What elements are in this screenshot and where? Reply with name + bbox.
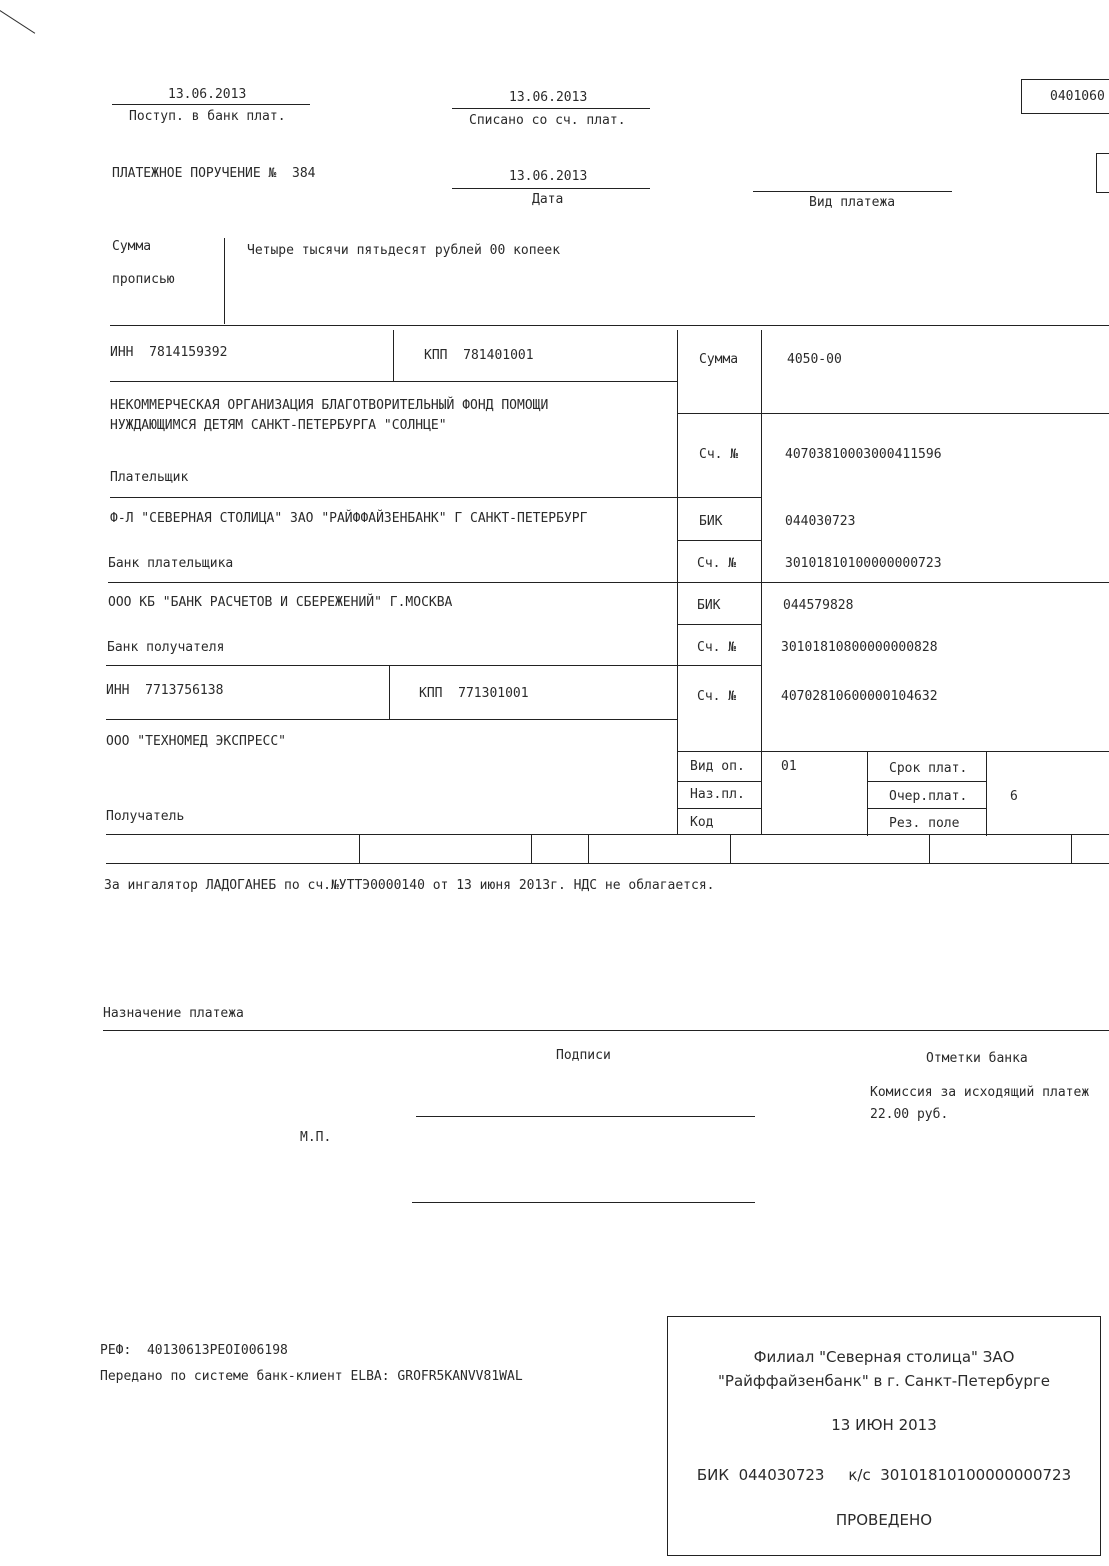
purpose-bottom-line	[103, 1030, 1109, 1031]
term-label: Срок плат.	[889, 761, 968, 776]
payee-bank-name: ООО КБ "БАНК РАСЧЕТОВ И СБЕРЕЖЕНИЙ" Г.МОСКВА	[108, 595, 453, 610]
payer-kpp	[424, 348, 534, 363]
payee-bank-role-label: Банк получателя	[107, 640, 225, 655]
grid-line-payee-inn-kpp	[389, 665, 390, 720]
reference-value: 40130613PEOI006198	[146, 1343, 288, 1358]
tax-cell-divider-6	[1071, 834, 1072, 863]
grid-line-payee-bottom	[106, 834, 1109, 835]
payer-inn-value: 7814159392	[149, 345, 228, 360]
stamp-line-2: "Райффайзенбанк" в г. Санкт-Петербурге	[718, 1372, 1050, 1390]
order-number: 384	[292, 166, 316, 181]
order-date-line	[452, 188, 650, 189]
payer-account-value: 40703810003000411596	[785, 447, 942, 462]
payment-type-label: Вид платежа	[809, 195, 896, 210]
bank-stamp	[667, 1316, 1101, 1556]
reference-label: РЕФ:	[100, 1343, 132, 1358]
grid-line-inn-row	[110, 381, 678, 382]
op-type-value: 01	[781, 759, 797, 774]
payee-kpp-label: КПП	[419, 686, 443, 701]
payer-sum-label: Сумма	[699, 352, 739, 367]
payee-bank-account-label: Сч. №	[697, 640, 737, 655]
payee-bank-bik-value: 044579828	[783, 598, 854, 613]
payer-bank-bik-value: 044030723	[785, 514, 856, 529]
commission-line-1: Комиссия за исходящий платеж	[870, 1085, 1090, 1100]
grid-line-payee-bank-row	[106, 665, 761, 666]
received-date-line	[112, 104, 310, 105]
grid-line-payer-bank-row	[108, 582, 1109, 583]
stamp-bik-row	[668, 1466, 1100, 1484]
received-label: Поступ. в банк плат.	[129, 109, 286, 124]
payer-status-box	[1096, 153, 1109, 193]
grid-line-payee-inn-row	[106, 719, 678, 720]
payee-account-label: Сч. №	[697, 689, 737, 704]
payer-bank-account-value: 30101810100000000723	[785, 556, 942, 571]
grid-line-codes-mid2b	[867, 808, 987, 809]
payer-name-line-2: НУЖДАЮЩИМСЯ ДЕТЯМ САНКТ-ПЕТЕРБУРГА "СОЛНЦЕ"	[110, 418, 447, 433]
purpose-code-label: Наз.пл.	[690, 787, 745, 802]
payer-bank-bik-label: БИК	[699, 514, 723, 529]
payee-kpp	[419, 686, 529, 701]
payee-inn-label: ИНН	[106, 683, 130, 698]
grid-line-codes-v2	[986, 751, 987, 836]
amount-words-divider	[224, 238, 225, 324]
grid-line-codes-v1	[867, 751, 868, 836]
grid-line-inn-kpp	[393, 330, 394, 382]
debited-date: 13.06.2013	[509, 90, 588, 105]
purpose-label: Назначение платежа	[103, 1006, 244, 1021]
payee-account-value: 40702810600000104632	[781, 689, 938, 704]
payer-sum-value: 4050-00	[787, 352, 842, 367]
order-date: 13.06.2013	[509, 169, 588, 184]
reserve-label: Рез. поле	[889, 816, 960, 831]
code-label: Код	[690, 815, 714, 830]
grid-line-codes-mid1b	[867, 781, 987, 782]
scan-corner-mark	[0, 10, 35, 34]
stamp-line-1: Филиал "Северная столица" ЗАО	[753, 1348, 1015, 1366]
transfer-text: Передано по системе банк-клиент ELBA: GROFR5KANVV81WAL	[100, 1369, 523, 1384]
payer-kpp-value: 781401001	[463, 348, 534, 363]
grid-line-tax-row	[106, 863, 1109, 864]
order-title-label: ПЛАТЕЖНОЕ ПОРУЧЕНИЕ №	[112, 166, 277, 181]
payee-kpp-value: 771301001	[458, 686, 529, 701]
grid-line-bik2-row	[677, 624, 761, 625]
stamp-date: 13 ИЮН 2013	[831, 1416, 937, 1434]
grid-line-codes-top	[677, 751, 1109, 752]
payee-bank-bik-label: БИК	[697, 598, 721, 613]
amount-words-label-1: Сумма	[112, 239, 152, 254]
grid-line-bik-row	[677, 540, 761, 541]
payer-inn	[110, 345, 227, 360]
grid-line-top	[110, 325, 1109, 326]
payer-role-label: Плательщик	[110, 470, 189, 485]
payee-inn	[106, 683, 223, 698]
signatures-label: Подписи	[556, 1048, 611, 1063]
payer-account-label: Сч. №	[699, 447, 739, 462]
signature-line-2	[412, 1202, 755, 1203]
stamp-ks-label: к/с	[848, 1466, 871, 1484]
amount-words-value: Четыре тысячи пятьдесят рублей 00 копеек	[247, 243, 561, 258]
tax-cell-divider-3	[588, 834, 589, 863]
debited-label: Списано со сч. плат.	[469, 113, 626, 128]
grid-line-codes-mid1	[677, 781, 761, 782]
stamp-bik-value: 044030723	[738, 1466, 825, 1484]
payee-bank-account-value: 30101810800000000828	[781, 640, 938, 655]
payee-inn-value: 7713756138	[145, 683, 224, 698]
reference	[100, 1343, 288, 1358]
purpose-text: За ингалятор ЛАДОГАНЕБ по сч.№УТТЭ0000140 от 13 июня 2013г. НДС не облагается.	[104, 878, 715, 893]
order-date-label: Дата	[532, 192, 564, 207]
payee-role-label: Получатель	[106, 809, 185, 824]
seal-label: М.П.	[300, 1130, 332, 1145]
stamp-bik-label: БИК	[696, 1466, 730, 1484]
payer-name-line-1: НЕКОММЕРЧЕСКАЯ ОРГАНИЗАЦИЯ БЛАГОТВОРИТЕЛЬНЫЙ ФОНД ПОМОЩИ	[110, 398, 549, 413]
commission-line-2: 22.00 руб.	[870, 1107, 949, 1122]
tax-cell-divider-4	[730, 834, 731, 863]
stamp-ks-value: 30101810100000000723	[880, 1466, 1072, 1484]
payer-bank-role-label: Банк плательщика	[108, 556, 234, 571]
priority-value: 6	[1010, 789, 1018, 804]
payer-kpp-label: КПП	[424, 348, 448, 363]
received-date: 13.06.2013	[168, 87, 247, 102]
tax-cell-divider-5	[929, 834, 930, 863]
payment-type-line	[753, 191, 952, 192]
order-title	[112, 166, 316, 181]
payer-bank-name: Ф-Л "СЕВЕРНАЯ СТОЛИЦА" ЗАО "РАЙФФАЙЗЕНБАНК" Г САНКТ-ПЕТЕРБУРГ	[110, 511, 588, 526]
payer-inn-label: ИНН	[110, 345, 134, 360]
tax-cell-divider-2	[531, 834, 532, 863]
form-code: 0401060	[1050, 89, 1105, 104]
payee-name: ООО "ТЕХНОМЕД ЭКСПРЕСС"	[106, 734, 287, 749]
tax-cell-divider-1	[359, 834, 360, 863]
stamp-status: ПРОВЕДЕНО	[835, 1511, 933, 1529]
bank-marks-label: Отметки банка	[926, 1051, 1028, 1066]
payer-bank-account-label: Сч. №	[697, 556, 737, 571]
op-type-label: Вид оп.	[690, 759, 745, 774]
grid-line-sum-row	[677, 413, 1109, 414]
priority-label: Очер.плат.	[889, 789, 968, 804]
grid-line-codes-mid2	[677, 808, 761, 809]
amount-words-label-2: прописью	[112, 272, 175, 287]
signature-line-1	[416, 1116, 755, 1117]
debited-date-line	[452, 108, 650, 109]
grid-line-payer-row	[110, 497, 761, 498]
